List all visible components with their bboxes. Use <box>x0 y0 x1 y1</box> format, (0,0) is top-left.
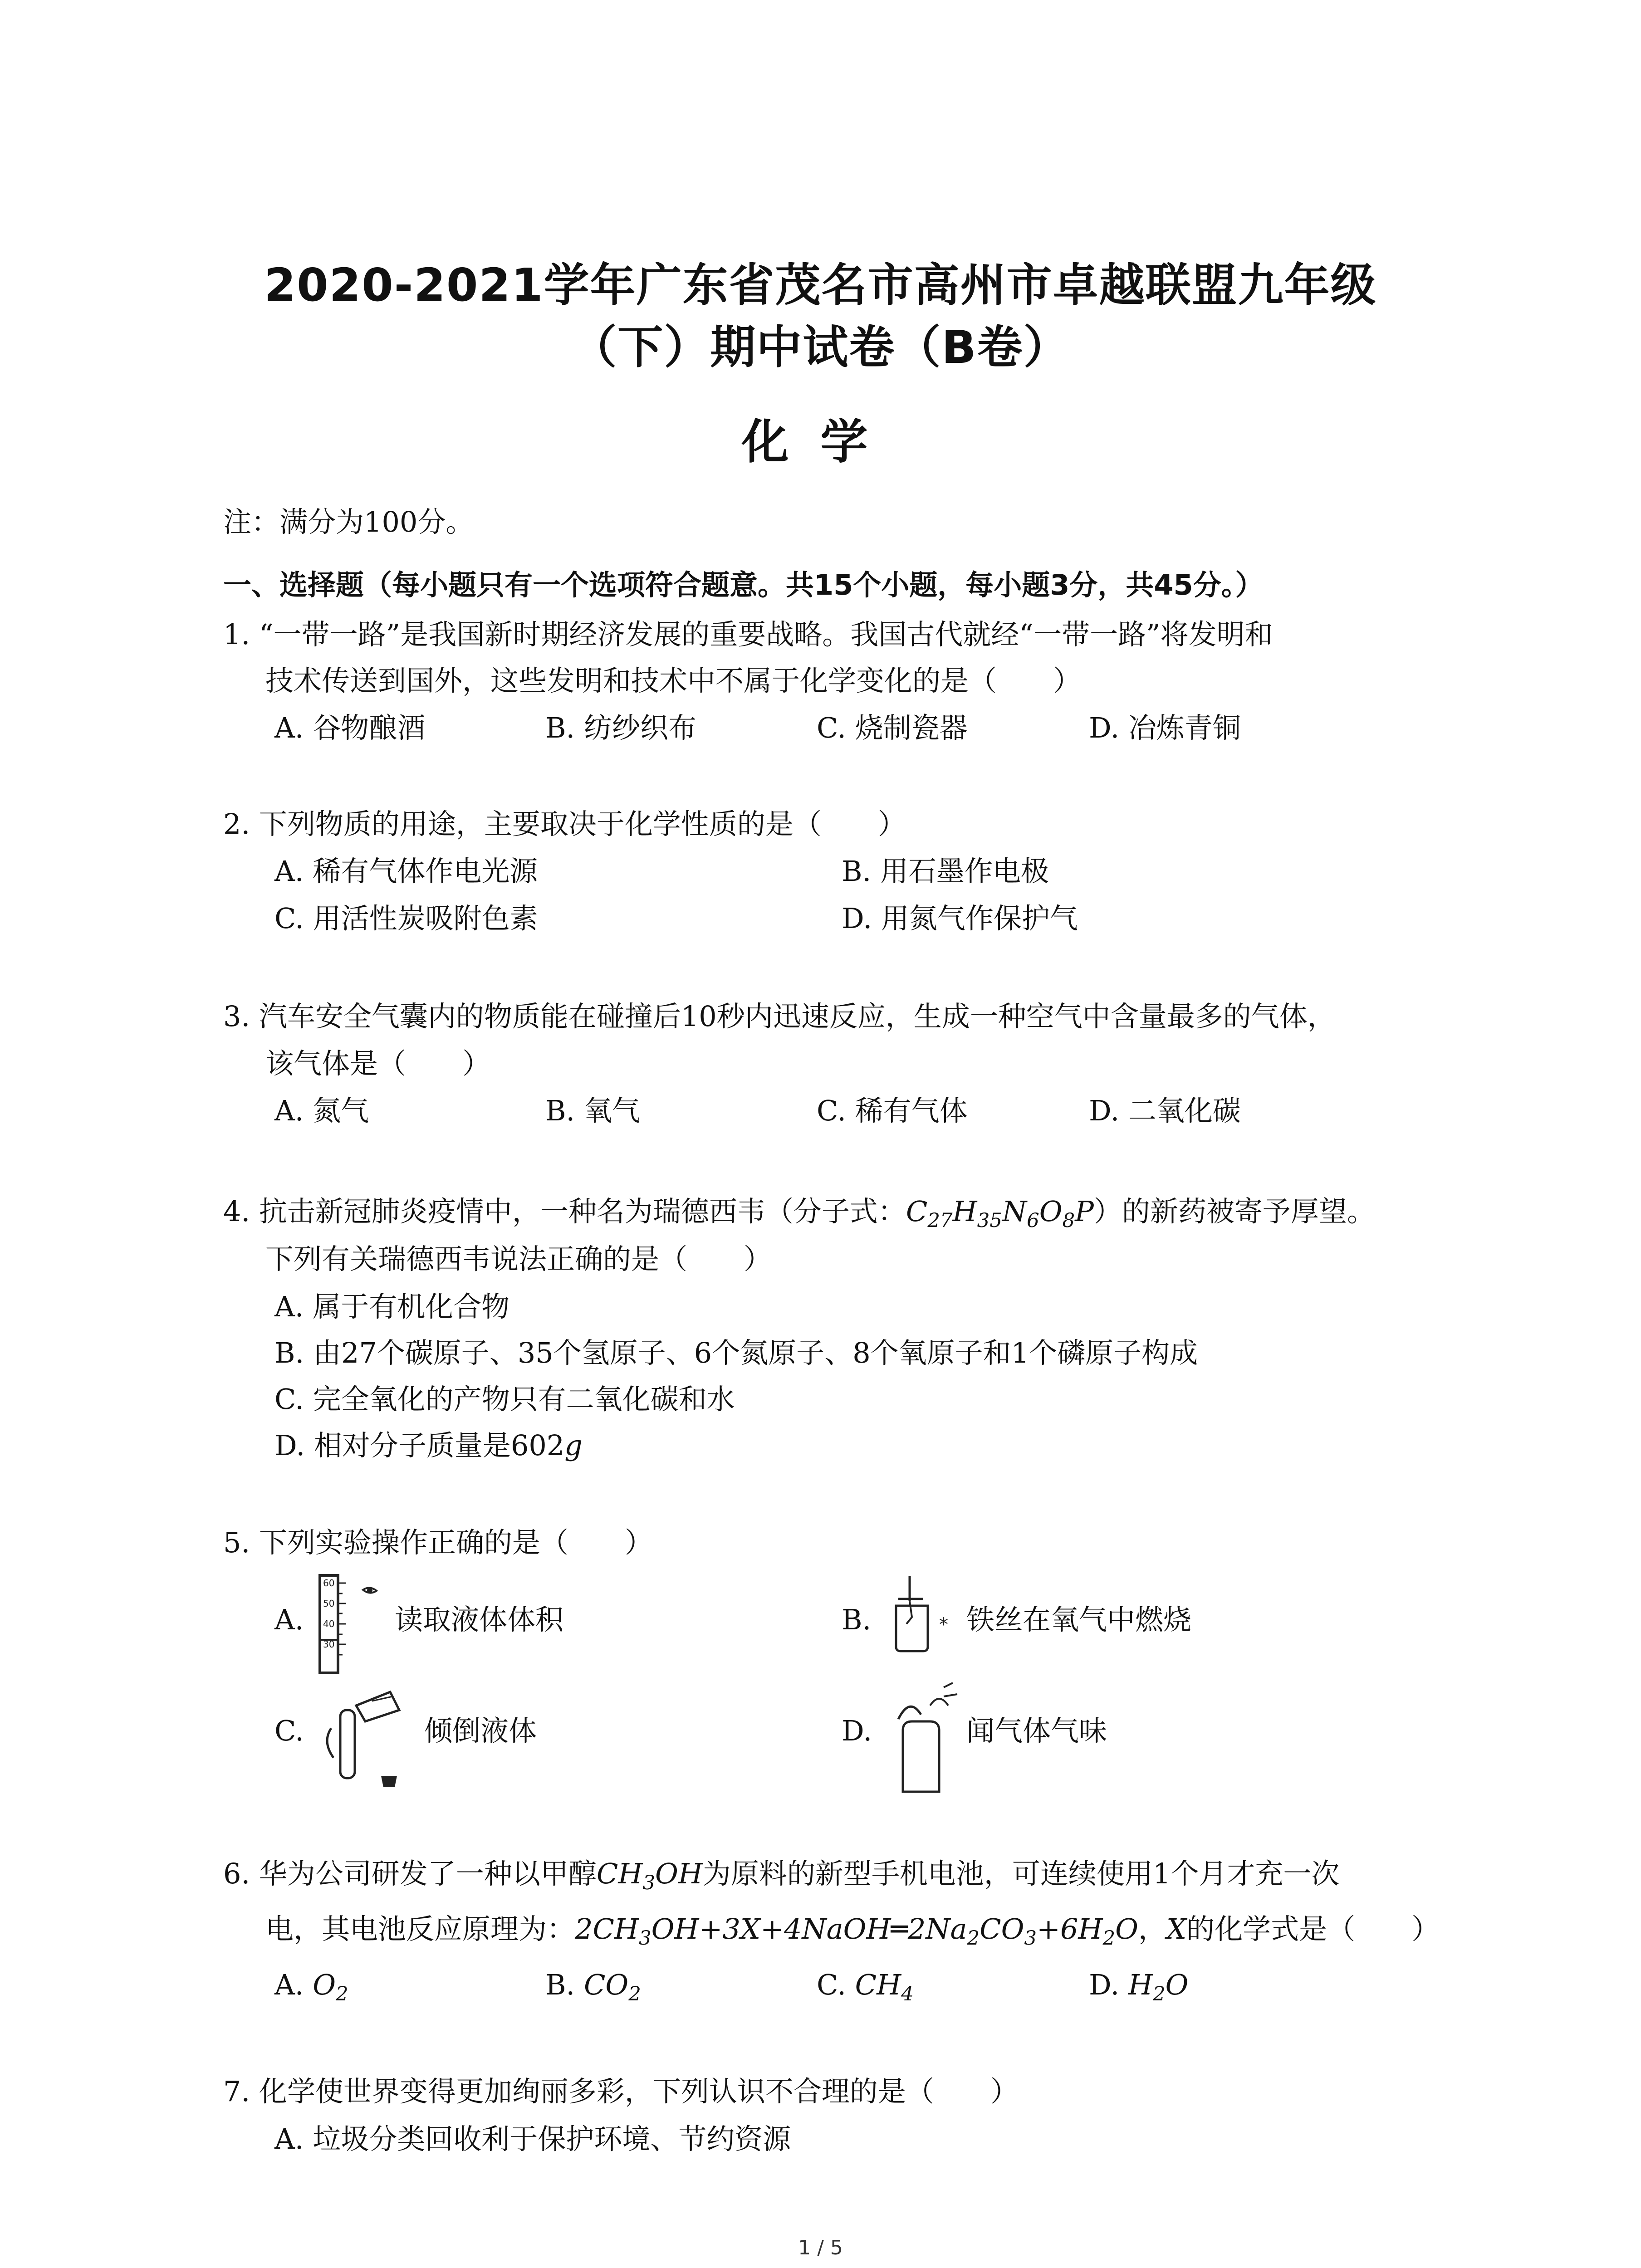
pouring-liquid-figure <box>313 1678 413 1796</box>
q4-option-a: A. 属于有机化合物 <box>274 1290 510 1323</box>
q5-option-c-label: C. <box>274 1714 304 1747</box>
score-note: 注：满分为100分。 <box>223 505 474 538</box>
q7-stem: 7. 化学使世界变得更加绚丽多彩，下列认识不合理的是（ ） <box>223 2075 1019 2108</box>
q3-option-a: A. 氮气 <box>274 1094 369 1127</box>
q6-option-a: A. $O_2$ <box>274 1968 348 2006</box>
q5-option-b-label: B. <box>842 1603 872 1636</box>
page-title-line1: 2020-2021学年广东省茂名市高州市卓越联盟九年级 <box>264 259 1377 312</box>
q6-stem-line2: 电，其电池反应原理为：$2CH_3OH+3X+4NaOH═2Na_2CO_3+6H_2O$，X的化学式是（ ） <box>265 1912 1440 1950</box>
smelling-gas-figure <box>889 1678 971 1796</box>
q3-option-b: B. 氧气 <box>545 1094 640 1127</box>
q3-stem-line1: 3. 汽车安全气囊内的物质能在碰撞后10秒内迅速反应，生成一种空气中含量最多的气体， <box>223 1000 1336 1033</box>
q3-option-c: C. 稀有气体 <box>817 1094 968 1127</box>
page-title-line2: （下）期中试卷（B卷） <box>571 321 1070 374</box>
q4-stem-line2: 下列有关瑞德西韦说法正确的是（ ） <box>265 1242 772 1276</box>
q5-stem: 5. 下列实验操作正确的是（ ） <box>223 1526 653 1559</box>
q2-option-d: D. 用氮气作保护气 <box>842 902 1078 935</box>
section-heading: 一、选择题（每小题只有一个选项符合题意。共15个小题，每小题3分，共45分。） <box>223 568 1264 601</box>
q5-caption-b: 铁丝在氧气中燃烧 <box>966 1603 1192 1636</box>
q5-caption-d: 闻气体气味 <box>966 1714 1107 1747</box>
q6-option-c: C. $CH_4$ <box>817 1968 914 2006</box>
q6-option-d: D. $H_2O$ <box>1089 1968 1189 2006</box>
subject-heading: 化学 <box>741 414 900 469</box>
svg-text:*: * <box>939 1614 948 1635</box>
formula-remdesivir: $C_{27}H_{35}N_6O_8P$ <box>906 1195 1094 1232</box>
q4-option-c: C. 完全氧化的产物只有二氧化碳和水 <box>274 1383 735 1416</box>
graduated-cylinder-figure <box>313 1572 395 1676</box>
q2-option-a: A. 稀有气体作电光源 <box>274 855 538 888</box>
q4-option-b: B. 由27个碳原子、35个氢原子、6个氮原子、8个氧原子和1个磷原子构成 <box>274 1336 1198 1369</box>
q4-option-d: D. 相对分子质量是602g <box>274 1429 583 1462</box>
q3-option-d: D. 二氧化碳 <box>1089 1094 1241 1127</box>
cylinder-tick-60: 60 <box>323 1578 335 1589</box>
q5-option-a-label: A. <box>274 1603 304 1636</box>
q5-option-d-label: D. <box>842 1714 872 1747</box>
cylinder-tick-50: 50 <box>323 1598 335 1609</box>
iron-wire-in-oxygen-figure <box>885 1574 966 1656</box>
cylinder-tick-30: 30 <box>323 1639 335 1650</box>
q2-stem: 2. 下列物质的用途，主要取决于化学性质的是（ ） <box>223 807 906 841</box>
q2-option-c: C. 用活性炭吸附色素 <box>274 902 538 935</box>
q4-stem-line1: 4. 抗击新冠肺炎疫情中，一种名为瑞德西韦（分子式：$C_{27}H_{35}N_6O_8P$）的新药被寄予厚望。 <box>223 1195 1375 1232</box>
cylinder-tick-40: 40 <box>323 1618 335 1629</box>
q1-option-a: A. 谷物酿酒 <box>274 711 426 744</box>
q2-option-b: B. 用石墨作电极 <box>842 855 1049 888</box>
q1-option-b: B. 纺纱织布 <box>545 711 696 744</box>
q3-stem-line2: 该气体是（ ） <box>265 1047 491 1080</box>
q6-stem-line1: 6. 华为公司研发了一种以甲醇$CH_3OH$为原料的新型手机电池，可连续使用1个月才充一次 <box>223 1857 1340 1895</box>
q1-option-c: C. 烧制瓷器 <box>817 711 968 744</box>
q5-caption-c: 倾倒液体 <box>424 1714 537 1747</box>
q1-stem-line2: 技术传送到国外，这些发明和技术中不属于化学变化的是（ ） <box>265 664 1082 697</box>
q5-caption-a: 读取液体体积 <box>395 1603 564 1636</box>
q1-option-d: D. 冶炼青铜 <box>1089 711 1241 744</box>
q7-option-a: A. 垃圾分类回收利于保护环境、节约资源 <box>274 2122 791 2156</box>
q1-stem-line1: 1. “一带一路”是我国新时期经济发展的重要战略。我国古代就经“一带一路”将发明和 <box>223 618 1273 651</box>
q6-option-b: B. $CO_2$ <box>545 1968 641 2006</box>
page-number: 1 / 5 <box>798 2236 843 2259</box>
